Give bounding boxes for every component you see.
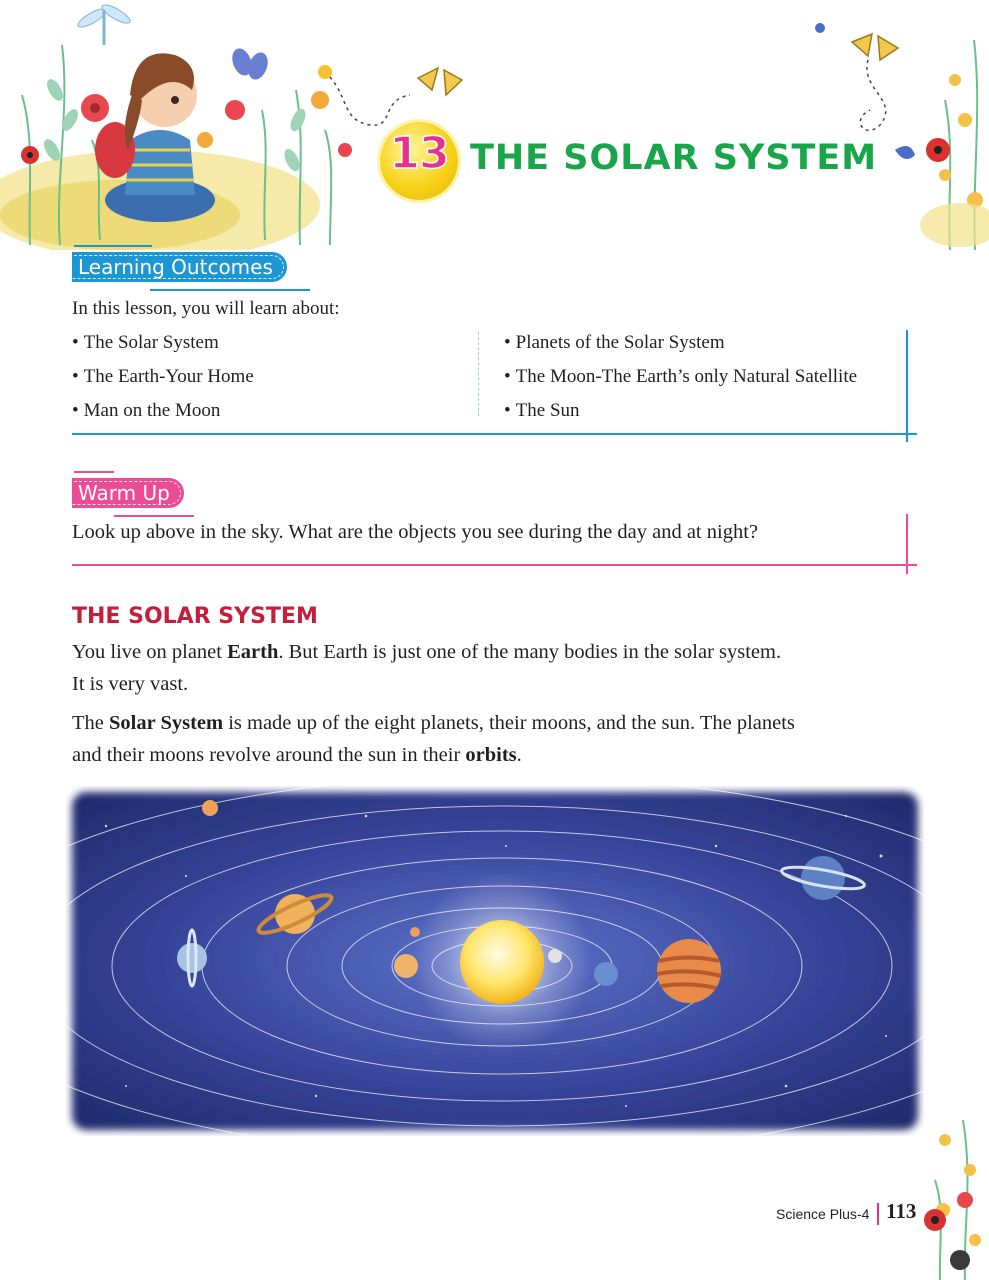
footer-separator — [877, 1203, 879, 1225]
chapter-title: THE SOLAR SYSTEM — [470, 138, 878, 178]
column-divider — [478, 332, 479, 416]
section-heading: THE SOLAR SYSTEM — [72, 604, 318, 629]
list-item: • The Solar System — [72, 330, 254, 364]
warm-up-label: Warm Up — [72, 478, 184, 508]
learning-outcomes-label: Learning Outcomes — [72, 252, 287, 282]
warm-up-border-bottom — [72, 564, 917, 566]
bold-term: Solar System — [109, 712, 224, 734]
warm-up-border-right — [906, 514, 908, 574]
paragraph-1 — [72, 636, 922, 700]
paragraph-text: The — [72, 712, 109, 734]
learning-outcomes-rule-bottom — [150, 289, 310, 291]
corner-flower-decoration — [915, 1100, 989, 1280]
warm-up-rule-top — [74, 471, 114, 473]
paragraph-text: . But Earth is just one of the many bodies in the solar system. — [278, 641, 782, 663]
header-illustration — [0, 0, 989, 250]
bold-term: orbits — [465, 744, 517, 766]
learning-outcomes-column-2 — [504, 330, 857, 432]
paragraph-text: It is very vast. — [72, 673, 189, 695]
paragraph-text: and their moons revolve around the sun in their — [72, 744, 466, 766]
book-title: Science Plus-4 — [776, 1206, 870, 1222]
learning-outcomes-column-1 — [72, 330, 254, 432]
list-item: • Man on the Moon — [72, 398, 254, 432]
bold-term: Earth — [227, 641, 279, 663]
solar-system-illustration — [66, 786, 924, 1136]
list-item: • The Earth-Your Home — [72, 364, 254, 398]
list-item: • The Moon-The Earth’s only Natural Satellite — [504, 364, 857, 398]
paragraph-text: is made up of the eight planets, their moons, and the sun. The planets — [223, 712, 795, 734]
list-item: • Planets of the Solar System — [504, 330, 857, 364]
list-item: • The Sun — [504, 398, 857, 432]
page-number: 113 — [886, 1199, 917, 1223]
paragraph-text: You live on planet — [72, 641, 228, 663]
paragraph-2 — [72, 707, 922, 771]
warm-up-rule-bottom — [114, 515, 194, 517]
chapter-number: 13 — [389, 128, 449, 179]
learning-outcomes-border-bottom — [72, 433, 917, 435]
paragraph-text: . — [516, 744, 522, 766]
warm-up-question: Look up above in the sky. What are the objects you see during the day and at night? — [72, 521, 758, 543]
learning-outcomes-intro: In this lesson, you will learn about: — [72, 298, 340, 319]
learning-outcomes-rule-top — [74, 245, 152, 247]
learning-outcomes-border-right — [906, 330, 908, 442]
